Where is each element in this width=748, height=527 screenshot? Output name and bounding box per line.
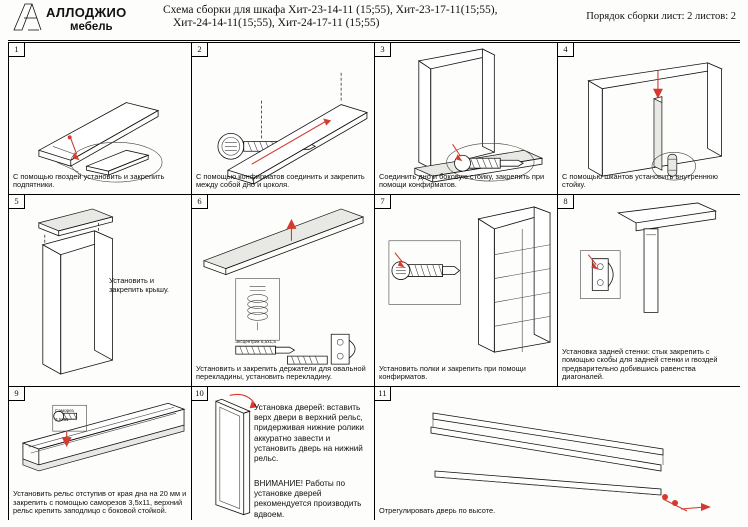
step-number-8: 8 bbox=[558, 195, 574, 209]
step-cell-8 bbox=[558, 195, 740, 387]
step-number-10: 10 bbox=[192, 387, 208, 401]
header-divider bbox=[8, 40, 740, 41]
step-number-11: 11 bbox=[375, 387, 391, 401]
page-header bbox=[0, 0, 748, 42]
step-10-text bbox=[254, 403, 366, 464]
step-cell-2 bbox=[192, 43, 375, 195]
step-cell-9 bbox=[9, 387, 192, 520]
step-10-warning-title: ВНИМАНИЕ! bbox=[254, 479, 304, 488]
step-9-part-label: Саморез 3,5х11 bbox=[55, 408, 74, 422]
step-cell-6 bbox=[192, 195, 375, 387]
logo-mark-icon bbox=[10, 2, 44, 32]
step-10-warning bbox=[254, 479, 366, 520]
brand-logo bbox=[10, 2, 160, 36]
step-9-caption: Установить рельс отступив от края дна на 20 мм и закрепить с помощью саморезов 3,5х11, верхний рельс крепить заподлицо с боковой стойкой. bbox=[13, 489, 187, 516]
step-cell-11 bbox=[375, 387, 740, 520]
step-7-caption: Установить полки и закрепить при помощи конфирматов. bbox=[379, 363, 526, 382]
steps-grid bbox=[8, 42, 740, 520]
step-11-illustration bbox=[375, 387, 740, 520]
step-number-9: 9 bbox=[9, 387, 25, 401]
step-8-caption: Установка задней стенки: стык закрепить с помощью скобы для задней стенки и гвоздей предварительно добившись равенства диагоналей. bbox=[562, 346, 718, 382]
step-cell-5 bbox=[9, 195, 192, 387]
step-10-warning-body: Работы по установке дверей рекомендуется производить вдвоем. bbox=[254, 479, 362, 519]
step-10-text-body: вставить верх двери в верхний рельс, придерживая нижние ролики аккуратно завести и установить дверь на нижний рельс. bbox=[254, 403, 364, 464]
step-number-2: 2 bbox=[192, 43, 208, 57]
step-7-illustration bbox=[375, 195, 557, 386]
step-number-5: 5 bbox=[9, 195, 25, 209]
step-cell-3 bbox=[375, 43, 558, 195]
step-4-caption: С помощью шкантов установить внутреннюю стойку. bbox=[562, 171, 718, 190]
step-5-caption: Установить и закрепить крышу. bbox=[109, 276, 169, 294]
step-number-3: 3 bbox=[375, 43, 391, 57]
step-2-caption: С помощью конфирматов соединить и закрепить между собой дно и цоколя. bbox=[196, 171, 365, 190]
step-6-illustration bbox=[192, 195, 374, 386]
step-number-6: 6 bbox=[192, 195, 208, 209]
step-cell-10 bbox=[192, 387, 375, 520]
step-number-4: 4 bbox=[558, 43, 574, 57]
page-title-line1: Схема сборки для шкафа Хит-23-14-11 (15;55), Хит-23-17-11(15;55), bbox=[163, 4, 498, 16]
step-11-caption: Отрегулировать дверь по высоте. bbox=[379, 506, 496, 516]
step-number-7: 7 bbox=[375, 195, 391, 209]
step-6-part-label: Эксцентрик 6,5х1,5 bbox=[235, 339, 276, 344]
step-1-caption: С помощью гвоздей установить и закрепить подпятники. bbox=[13, 171, 165, 190]
step-cell-4 bbox=[558, 43, 740, 195]
step-3-caption: Соединить дно и боковую стойку, закрепить при помощи конфирматов. bbox=[379, 171, 545, 190]
step-10-text-title: Установка дверей: bbox=[254, 403, 325, 412]
step-cell-7 bbox=[375, 195, 558, 387]
step-cell-1 bbox=[9, 43, 192, 195]
step-6-caption: Установить и закрепить держатели для овальной перекладины, установить перекладину. bbox=[196, 363, 366, 382]
sheet-info: Порядок сборки лист: 2 листов: 2 bbox=[586, 11, 736, 22]
brand-name: АЛЛОДЖИО bbox=[46, 5, 127, 20]
brand-subtitle: мебель bbox=[70, 21, 113, 33]
page-title-line2: Хит-24-14-11(15;55), Хит-24-17-11 (15;55) bbox=[173, 17, 380, 29]
page-title bbox=[163, 4, 553, 30]
step-number-1: 1 bbox=[9, 43, 25, 57]
